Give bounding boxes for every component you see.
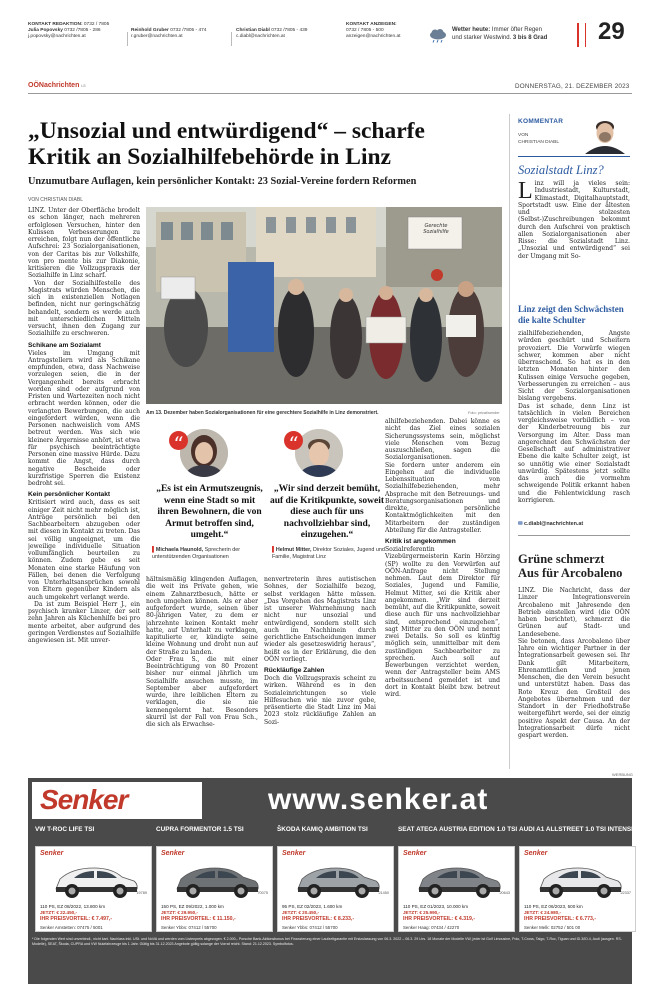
quote-1-text: „Es ist ein Armutszeugnis, wenn eine Stadt so mit ihren Bewohnern, die von Armut betroffen sind, umgeht.“ — [156, 484, 263, 540]
commentary-title: Sozialstadt Linz? — [518, 163, 604, 177]
ad-car-number: 19789 — [136, 891, 147, 895]
ad-car-desc: 110 PS, EZ 01/2023, 10.000 km JETZT: € 25.990,- IHR PREISVORTEIL: € 4.319,- — [403, 904, 476, 922]
commentary-email: ✉ c.diabl@nachrichten.at — [518, 521, 584, 527]
ad-car-card[interactable] — [519, 846, 636, 932]
senker-mini-logo: Senker — [161, 850, 185, 857]
mail-icon: ✉ — [518, 521, 523, 527]
ad-car-desc: 150 PS, EZ 09/2022, 1.000 km JETZT: € 29.950,- IHR PREISVORTEIL: € 11.150,- — [161, 904, 236, 922]
ad-car-dealer: Senker Ybbs: 07412 / 55700 — [161, 925, 217, 930]
commentary-text-1: Linz will ja vieles sein: Industriestadt, Kulturstadt, Klimastadt, Digitalhauptstadt, Sportstadt usw. Eine der ältesten und stolzesten (Selbst-)Zuschreibungen bekommt durch den Aufschrei von praktisch allen Sozialorganisationen aber Risse: die Sozialstadt Linz. „Unsozial und entwürdigend“ sei der Umgang mit So- — [518, 180, 630, 260]
article-column-1: LINZ. Unter der Oberfläche brodelt es schon länger, nach mehreren erfolglosen Versuchen, hinter den Kulissen Verbesserungen zu erreichen, folgt nun der öffentliche Aufschrei: 23 Sozialorganisationen, von der Caritas bis zur Volkshilfe, von pro mente bis zur Diakonie, kritisieren die Vollzugspraxis der Sozialhilfe in Linz scharf. Von der Sozialhilfestelle des Magistrats würden Menschen, die sich in existenziellen Notlagen befinden, nicht nur geringschätzig behandelt, sondern es werde auch mit unterschiedlichen Mitteln versucht, ihnen den Zugang zur Sozialhilfe zu erschweren. Schikane am Sozialamt Vieles im Umgang mit Antragstellern wird als Schikane empfunden, etwa, dass Nachweise vorzulegen seien, die in der Vergangenheit bereits erbracht worden sind oder aufgrund von Fristen und Wartezeiten noch nicht erbracht werden können, oder die verlangten Bewerbungen, die auch eingefordert würden, wenn die Personen nachweislich vom AMS betreut werden. Was sich wie kleinere Ärgernisse anhört, ist etwa für psychisch beeinträchtigte Personen eine massive Hürde. Dazu kommt die Angst, dass durch negative Bescheide oder kurzfristige Sperren die Existenz bedroht sei. Kein persönlicher Kontakt Kritisiert wird auch, dass es seit einiger Zeit nicht mehr möglich ist, Anträge persönlich bei den Sachbearbeitern abzugeben oder mit diesen in Kontakt zu treten. Das sei völlig ungeeignet, um die jeweilige individuelle Situation vollumfänglich beurteilen zu können. Zudem gebe es seit Monaten eine starke Häufung von Fällen, bei denen die Verfolgung von Unterhaltsansprüchen sowohl von Eltern gegenüber Kindern als auch umgekehrt verlangt werde. Da ist zum Beispiel Herr J., ein psychisch kranker Linzer, der seit zehn Jahren als Küchenhilfe bei pro mente arbeitet, aber aufgrund des geringen Verdienstes auf Sozialhilfe angewiesen ist. Mit unver- — [28, 207, 140, 644]
ad-car-desc: 110 PS, EZ 08/2022, 13.800 km JETZT: € 22.450,- IHR PREISVORTEIL: € 7.497,- — [40, 904, 113, 922]
ad-car-title: CUPRA FORMENTOR 1.5 TSI — [156, 826, 244, 833]
byline: VON CHRISTIAN DIABL — [28, 197, 84, 203]
weather: Wetter heute: Immer öfter Regen und starker Westwind. 3 bis 8 Grad — [452, 27, 548, 41]
author-portrait — [580, 114, 630, 154]
quote-2-source: ▌Helmut Mitter, Direktor Soziales, Jugend und Familie, Magistrat Linz — [272, 547, 385, 560]
quote-1-source: ▌Michaela Haunold, Sprecherin der unterstützenden Organisationen — [152, 547, 241, 560]
article-column-3: nenvertreterin ihres autistischen Sohnes, der Sozialhilfe bezog, selbst verklagen hätte müssen. „Das Vorgehen des Magistrats Linz ist unserer Wahrnehmung nach nicht nur unsozial und entwürdigend, sondern stellt sich auch im Nachhinein durch gerichtliche Entscheidungen immer wieder als gesetzeswidrig heraus“, heißt es in der Erklärung, die den OÖN vorliegt. Rückläufige Zahlen Doch die Vollzugspraxis scheint zu wirken. Während es in den Sozialeinrichtungen so viele Hilfesuchen wie nie zuvor gebe, präsentierte die Stadt Linz im Mai 2023 stolz rückläufige Zahlen an Sozi- — [264, 576, 376, 726]
quote-mark-icon: “ — [284, 431, 303, 450]
article-column-2: hältnismäßig klingenden Auflagen, die weit ins Private gehen, wie einem Zahnarztbesuch, hätte er noch umgehen können. Als er aber aufgefordert wurde, seinen über 80-jährigen Vater, zu dem er jahrzehnte keinen Kontakt mehr hatte, auf Unterhalt zu verklagen, kapitulierte er, kündigte seine kleine Wohnung und droht nun auf der Straße zu landen. Oder Frau S., die mit einer Beeinträchtigung von 80 Prozent bisher nur einmal jährlich um Sozialhilfe ansuchen musste, im September aber aufgefordert wurde, ihre leiblichen Eltern zu verklagen, die sie nie kennengelernt hat. Besonders skurril ist der Fall von Frau Sch., die sich als Erwachse- — [146, 576, 258, 728]
decor-line — [585, 23, 587, 47]
sidebar-article-text: LINZ. Die Nachricht, dass der Linzer Integrationsverein Arcobaleno mit Jahresende den Betrieb einstellen wird (die OÖN haben berichtet), schmerzt die Grünen auf Stadt- und Landesebene. Sie betonen, dass Arcobaleno über Jahre ein wichtiger Partner in der Integrationsarbeit gewesen sei. Ihr Dank gilt Mitarbeitern, Ehrenamtlichen und jenen Menschen, die den Verein besucht und unterstützt haben. Dass das Rote Kreuz den Großteil des Angebotes übernehmen und der Standort in der Friedhofstraße weitergeführt werde, sei der einzig positive Aspekt der Causa. An der Integrationsarbeit dürfe nicht gespart werden. — [518, 587, 630, 739]
ad-car-dealer: Senker Melk: 02752 / 501 00 — [524, 925, 581, 930]
demonstration-photo — [146, 207, 502, 404]
ad-car-title: SEAT ATECA AUSTRIA EDITION 1.0 TSI — [398, 826, 518, 833]
commentary-subtitle: Linz zeigt den Schwächsten die kalte Schulter — [518, 304, 624, 325]
headline: „Unsozial und entwürdigend“ – scharfe Kritik an Sozialhilfebehörde in Linz — [28, 118, 425, 170]
divider — [518, 156, 630, 157]
ad-footnote: * Die folgenden Wert sind unverbindl., nicht kart. Nachlass inkl. USt. und NoVA und werden vom Listenpreis abgezogen. € 2.000,- Porsche Bank-Aktionsbonus bei Finanzierung einer Laufzeitgarantie mit Erstzulassung von 06.3. 2022 – 06.3. 29 Ltrs. 18 Monate der Modelle VW, jeder ist Golf Limousine, Polo, T-Cross, Taigo, T-Roc, Tiguan und ID.3/ID.4, Audi (ausgen. RS-Modelle), SEAT, Škoda, CUPRA und VW Nutzfahrzeuge bis 1 Jahr. Gültig bis 31.12.2023 Angebote gültig solange der Vorrat reicht. Stand: 21.12.2023. Symbolfotos. — [32, 937, 622, 946]
car-image — [171, 859, 261, 901]
contact-redaktion: KONTAKT REDAKTION: 0732 / 7805 Julia Popovsky 0732 /7805 - 286 j.popovsky@nachrichten.at — [28, 22, 110, 40]
commentary-label: KOMMENTAR — [518, 118, 564, 125]
senker-mini-logo: Senker — [282, 850, 306, 857]
logo: OÖNachrichten LS — [28, 82, 86, 89]
commentary-text-2: zialhilfebeziehenden, Ängste würden geschürt und Scheitern provoziert. Die Vorwürfe wiegen schwer, kommen aber nicht überraschend. So hat es in den letzten Monaten hinter den Kulissen einige Versuche gegeben, Verbesserungen zu erreichen – aus Sicht der Sozialorganisationen bislang vergebens. Das ist schade, denn Linz ist tatsächlich in vielen Bereichen vergleichsweise vorbildlich – von der Kinderbetreuung bis zur Versorgung im Alter. Dass man angerechnet den Schwächsten der Gesellschaft auf administrativer Ebene die kalte Schulter zeigt, ist so unnötig wie einer Sozialstadt unwürdig. Spätestens jetzt sollte das auch die vormehm schweigende Politik erkannt haben und die Fehlentwicklung rasch korrigieren. — [518, 330, 630, 504]
rain-cloud-icon — [428, 28, 448, 42]
ad-url: www.senker.at — [268, 783, 489, 816]
divider — [28, 93, 632, 94]
ad-car-title: AUDI A1 ALLSTREET 1.0 TSI INTENSE — [519, 826, 636, 833]
divider — [518, 535, 630, 536]
ad-car-title: VW T-ROC LIFE TSI — [35, 826, 95, 833]
decor-lines — [577, 23, 579, 47]
ad-car-number: 22337 — [620, 891, 631, 895]
ad-car-number: 20643 — [499, 891, 510, 895]
quote-mark-icon: “ — [169, 431, 188, 450]
ad-car-dealer: Senker Ybbs: 07412 / 55700 — [282, 925, 338, 930]
contact-gruber: Reinhold Gruber 0732 /7805 - 474 r.gruber@nachrichten.at — [131, 28, 207, 40]
date: DONNERSTAG, 21. DEZEMBER 2023 — [515, 83, 630, 90]
ad-car-card[interactable] — [156, 846, 273, 932]
ad-car-card[interactable] — [398, 846, 515, 932]
ad-car-title: ŠKODA KAMIQ AMBITION TSI — [277, 826, 368, 833]
photo-credit: Foto: privat/sender — [468, 411, 500, 415]
senker-mini-logo: Senker — [40, 850, 64, 857]
senker-logo-box: Senker — [32, 782, 202, 819]
ad-car-desc: 95 PS, EZ 02/2023, 1.600 km JETZT: € 20.450,- IHR PREISVORTEIL: € 8.233,- — [282, 904, 355, 922]
senker-mini-logo: Senker — [403, 850, 427, 857]
subheadline: Unzumutbare Auflagen, kein persönlicher Kontakt: 23 Sozial-Vereine fordern Reformen — [28, 176, 417, 187]
ad-car-card[interactable] — [277, 846, 394, 932]
car-image — [413, 859, 503, 901]
car-image — [50, 859, 140, 901]
quote-2-text: „Wir sind derzeit bemüht, auf die Kritikpunkte, soweit diese auch für uns nachvollziehbar sind, einzugehen.“ — [269, 484, 384, 540]
ad-car-desc: 110 PS, EZ 06/2023, 500 km JETZT: € 24.980,- IHR PREISVORTEIL: € 6.773,- — [524, 904, 597, 922]
sidebar-headline: Grüne schmerzt Aus für Arcobaleno — [518, 552, 623, 580]
page-number: 29 — [598, 18, 625, 45]
article-column-4: alhilfebeziehenden. Dabei könne es nicht das Ziel eines sozialen Sicherungssystems sein, möglichst viele Menschen vom Bezug auszuschließen, sagen die Sozialorganisationen. Sie fordern unter anderem ein Eingehen auf die individuelle Lebenssituation von Sozialhilfebeziehenden, mehr Absprache mit den Betreuungs- und Beratungsorganisationen und direkte, persönliche Kontaktmöglichkeiten mit den Mitarbeitern der zuständigen Abteilung für die Antragsteller. Kritik ist angekommen Sozialreferentin Vizebürgermeisterin Karin Hörzing (SP) wollte zu den Vorwürfen auf OÖN-Anfrage nicht Stellung nehmen. Laut dem Direktor für Soziales, Jugend und Familie, Helmut Mitter, sei die Kritik aber angekommen. „Wir sind derzeit bemüht, auf die Kritikpunkte, soweit diese auch für uns nachvollziehbar sind, entsprechend einzugehen“, sagt Mitter zu den OÖN und nennt zwei Details. So soll es künftig möglich sein, unmittelbar mit dem zuständigen Sachbearbeiter zu sprechen. Auch soll auf Bewerbungen verzichtet werden, wenn der Antragsteller beim AMS arbeitssuchend gemeldet ist und dort in Kontakt bleibt bzw. betreut wird. — [385, 418, 500, 698]
ad-car-number: 21450 — [378, 891, 389, 895]
contact-diabl: Christian Diabl 0732 /7805 - 439 c.diabl@nachrichten.at — [236, 28, 308, 40]
ad-car-dealer: Senker Haag: 07434 / 42270 — [403, 925, 460, 930]
ad-car-number: 70075 — [257, 891, 268, 895]
contact-anzeigen: KONTAKT ANZEIGEN: 0732 / 7805 - 500 anzeigen@nachrichten.at — [346, 22, 401, 40]
ad-car-dealer: Senker Amstetten: 07475 / 5001 — [40, 925, 103, 930]
ad-car-card[interactable] — [35, 846, 152, 932]
photo-caption: Am 13. Dezember haben Sozialorganisationen für eine gerechtere Sozialhilfe in Linz demonstriert. — [146, 410, 379, 416]
column-divider — [509, 114, 510, 769]
commentary-byline: VON CHRISTIAN DIABL — [518, 133, 560, 145]
senker-mini-logo: Senker — [524, 850, 548, 857]
car-image — [292, 859, 382, 901]
ad-label: WERBUNG — [612, 772, 633, 777]
photo-sign: Gerechte Sozialhilfe — [423, 223, 449, 235]
car-image — [534, 859, 624, 901]
